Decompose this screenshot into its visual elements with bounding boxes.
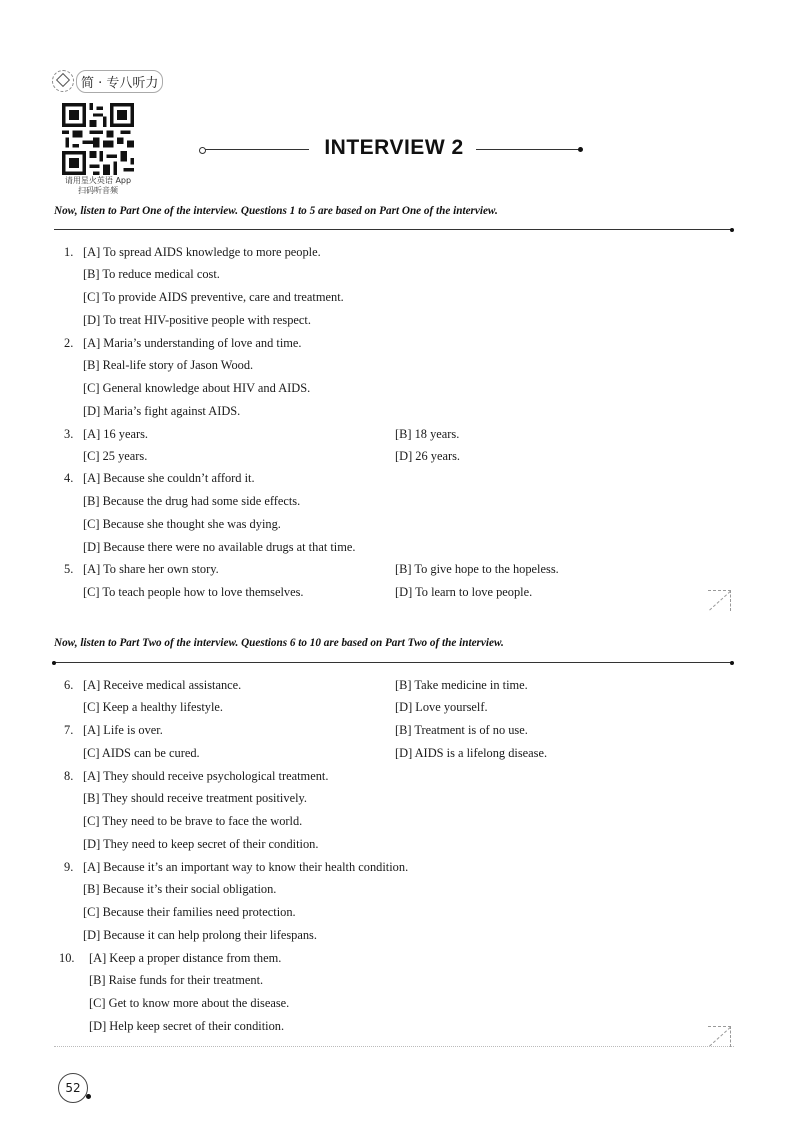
option-b: [B] Because it’s their social obligation. xyxy=(83,882,277,896)
divider xyxy=(54,662,732,663)
qr-code-icon[interactable] xyxy=(62,103,134,175)
question-number: 4. xyxy=(64,471,74,485)
option-d: [D] Because there were no available drugs at that time. xyxy=(83,540,356,554)
option-c: [C] General knowledge about HIV and AIDS. xyxy=(83,381,311,395)
option-b: [B] 18 years. xyxy=(395,427,460,441)
divider xyxy=(54,229,732,230)
title-ornament-left xyxy=(205,149,309,150)
question-number: 10. xyxy=(59,951,75,965)
page-corner-mark xyxy=(708,1026,731,1047)
part-one-instruction: Now, listen to Part One of the interview. Questions 1 to 5 are based on Part One of the interview. xyxy=(54,205,498,217)
option-b: [B] Real-life story of Jason Wood. xyxy=(83,358,254,372)
option-c: [C] Keep a healthy lifestyle. xyxy=(83,700,224,714)
option-d: [D] To treat HIV-positive people with respect. xyxy=(83,313,311,327)
option-b: [B] Treatment is of no use. xyxy=(395,723,528,737)
option-a: [A] 16 years. xyxy=(83,427,149,441)
option-a: [A] To share her own story. xyxy=(83,562,219,576)
option-d: [D] Maria’s fight against AIDS. xyxy=(83,404,241,418)
option-c: [C] To provide AIDS preventive, care and treatment. xyxy=(83,290,344,304)
option-c: [C] AIDS can be cured. xyxy=(83,746,200,760)
qr-caption: 请用星火英语 App 扫码听音频 xyxy=(64,176,132,195)
option-c: [C] 25 years. xyxy=(83,449,148,463)
option-b: [B] Raise funds for their treatment. xyxy=(89,973,264,987)
footer-divider xyxy=(54,1046,734,1047)
option-a: [A] Because it’s an important way to know their health condition. xyxy=(83,860,409,874)
book-brand xyxy=(52,68,163,94)
question-number: 2. xyxy=(64,336,74,350)
question-number: 8. xyxy=(64,769,74,783)
page-corner-mark xyxy=(708,590,731,611)
page-title: INTERVIEW 2 xyxy=(324,136,464,159)
option-a: [A] They should receive psychological treatment. xyxy=(83,769,329,783)
option-c: [C] Because she thought she was dying. xyxy=(83,517,281,531)
option-a: [A] Life is over. xyxy=(83,723,163,737)
option-b: [B] Take medicine in time. xyxy=(395,678,528,692)
option-d: [D] They need to keep secret of their condition. xyxy=(83,837,319,851)
question-number: 9. xyxy=(64,860,74,874)
title-ornament-right xyxy=(476,149,580,150)
question-number: 7. xyxy=(64,723,74,737)
option-c: [C] Get to know more about the disease. xyxy=(89,996,290,1010)
option-d: [D] Help keep secret of their condition. xyxy=(89,1019,285,1033)
option-d: [D] 26 years. xyxy=(395,449,461,463)
option-c: [C] To teach people how to love themselves. xyxy=(83,585,304,599)
option-b: [B] To reduce medical cost. xyxy=(83,267,220,281)
question-number: 3. xyxy=(64,427,74,441)
part-two-instruction: Now, listen to Part Two of the interview. Questions 6 to 10 are based on Part Two of the interview. xyxy=(54,637,504,649)
option-d: [D] AIDS is a lifelong disease. xyxy=(395,746,548,760)
option-d: [D] To learn to love people. xyxy=(395,585,533,599)
question-number: 6. xyxy=(64,678,74,692)
question-number: 5. xyxy=(64,562,74,576)
brand-text: 简 · 专八听力 xyxy=(76,70,163,93)
brand-logo-icon xyxy=(52,70,74,92)
option-a: [A] Because she couldn’t afford it. xyxy=(83,471,255,485)
option-b: [B] To give hope to the hopeless. xyxy=(395,562,559,576)
option-c: [C] They need to be brave to face the world. xyxy=(83,814,303,828)
option-c: [C] Because their families need protection. xyxy=(83,905,296,919)
option-b: [B] Because the drug had some side effects. xyxy=(83,494,301,508)
option-a: [A] Keep a proper distance from them. xyxy=(89,951,282,965)
option-a: [A] Receive medical assistance. xyxy=(83,678,242,692)
section-title xyxy=(200,136,590,162)
option-d: [D] Love yourself. xyxy=(395,700,488,714)
question-number: 1. xyxy=(64,245,74,259)
option-a: [A] To spread AIDS knowledge to more people. xyxy=(83,245,321,259)
option-d: [D] Because it can help prolong their lifespans. xyxy=(83,928,317,942)
option-a: [A] Maria’s understanding of love and time. xyxy=(83,336,302,350)
option-b: [B] They should receive treatment positively. xyxy=(83,791,307,805)
page-number: 52 xyxy=(58,1073,88,1103)
